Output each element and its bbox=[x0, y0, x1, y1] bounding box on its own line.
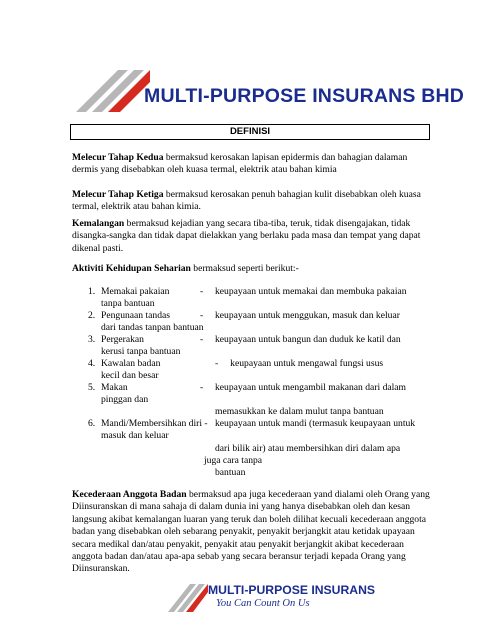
item-label: Memakai pakaian bbox=[101, 286, 170, 297]
floating-line: bantuan bbox=[215, 467, 246, 478]
item-number: 3. bbox=[88, 334, 96, 345]
item-number: 5. bbox=[88, 382, 96, 393]
definition-term: Kemalangan bbox=[72, 218, 125, 229]
definition-accident bbox=[72, 218, 432, 255]
definition-bodily-injury bbox=[72, 489, 432, 576]
item-dash: - bbox=[200, 310, 204, 321]
floating-line: juga cara tanpa bbox=[204, 455, 263, 466]
item-description: keupayaan untuk bangun dan duduk ke katil dan bbox=[215, 334, 401, 345]
item-description: keupayaan untuk memakai dan membuka pakaian bbox=[215, 286, 407, 297]
item-description: - keupayaan untuk mengawal fungsi usus bbox=[215, 358, 384, 369]
footer-logo-icon bbox=[168, 580, 210, 614]
definition-text: bermaksud apa juga kecederaan yand dialami oleh Orang yang Diinsuranskan di mana sahaja di dalam dunia ini yang hanya disebabkan oleh dan kesan langsung akibat kemalangan luaran yang teruk dan boleh dilihat kecuali kecederaan anggota badan yang disebabkan oleh sebarang penyakit, penyakit berjangkit atau ketidak upayaan secara medikal dan/atau penyakit, penyakit atau penyakit berjangkit akibat kecederaan anggota badan dan/atau apa-apa sebab yang secara beransur terjadi kepada Orang yang Diinsuranskan. bbox=[72, 489, 430, 575]
list-item bbox=[88, 418, 433, 446]
footer-tagline: You Can Count On Us bbox=[216, 598, 310, 609]
definition-term: Melecur Tahap Kedua bbox=[72, 152, 164, 163]
item-label: Kawalan badan bbox=[101, 358, 161, 369]
item-number: 1. bbox=[88, 286, 96, 297]
section-title: DEFINISI bbox=[229, 126, 271, 137]
item-label: Makan bbox=[101, 382, 128, 393]
item-label-cont: pinggan dan bbox=[101, 394, 149, 406]
item-number: 2. bbox=[88, 310, 96, 321]
item-label: Mandi/Membersihkan diri - bbox=[101, 418, 208, 429]
item-description: keupayaan untuk mengambil makanan dari dalam bbox=[215, 382, 407, 393]
definition-text: bermaksud seperti berikut:- bbox=[190, 263, 299, 274]
item-dash: - bbox=[200, 382, 204, 393]
definition-term: Kecederaan Anggota Badan bbox=[72, 489, 187, 500]
definition-daily-living bbox=[72, 263, 432, 275]
definition-text: bermaksud kejadian yang secara tiba-tiba, teruk, tidak disengajakan, tidak disangka-sangka dan tidak dapat dielakkan yang berlaku pada masa dan tempat yang dapat dikenal pasti. bbox=[72, 218, 421, 254]
item-description: keupayaan untuk menggukan, masuk dan keluar bbox=[215, 310, 400, 321]
definition-term: Melecur Tahap Ketiga bbox=[72, 189, 164, 200]
section-title-box bbox=[70, 124, 430, 140]
definition-second-degree-burn bbox=[72, 152, 432, 177]
item-label: Pergerakan bbox=[101, 334, 144, 345]
item-description: keupayaan untuk mandi (termasuk keupayaan untuk bbox=[215, 418, 416, 429]
definition-term: Aktiviti Kehidupan Seharian bbox=[72, 263, 191, 274]
item-label-cont: kecil dan besar bbox=[101, 370, 159, 382]
item-label-cont: tanpa bantuan bbox=[101, 298, 155, 310]
item-label-cont: dari tandas tanpan bantuan bbox=[101, 322, 204, 334]
footer-company-name: MULTI-PURPOSE INSURANS bbox=[208, 583, 376, 597]
company-name-header: MULTI-PURPOSE INSURANS BHD bbox=[144, 85, 465, 107]
definition-third-degree-burn bbox=[72, 189, 432, 214]
item-number: 6. bbox=[88, 418, 96, 429]
item-number: 4. bbox=[88, 358, 96, 369]
item-dash: - bbox=[200, 286, 204, 297]
definition-text: bermaksud kerosakan lapisan epidermis dan bahagian dalaman dermis yang disebabkan oleh kuasa termal, elektrik atau bahan kimia bbox=[72, 152, 408, 176]
item-label: Pengunaan tandas bbox=[101, 310, 171, 321]
floating-line: memasukkan ke dalam mulut tanpa bantuan bbox=[215, 406, 384, 417]
item-dash: - bbox=[200, 334, 204, 345]
definition-text: bermaksud kerosakan penuh bahagian kulit disebabkan oleh kuasa termal, elektrik atau bahan kimia. bbox=[72, 189, 421, 213]
item-label-cont: kerusi tanpa bantuan bbox=[101, 346, 181, 358]
floating-line: dari bilik air) atau membersihkan diri dalam apa bbox=[215, 443, 401, 454]
item-label-cont: masuk dan keluar bbox=[101, 430, 169, 442]
